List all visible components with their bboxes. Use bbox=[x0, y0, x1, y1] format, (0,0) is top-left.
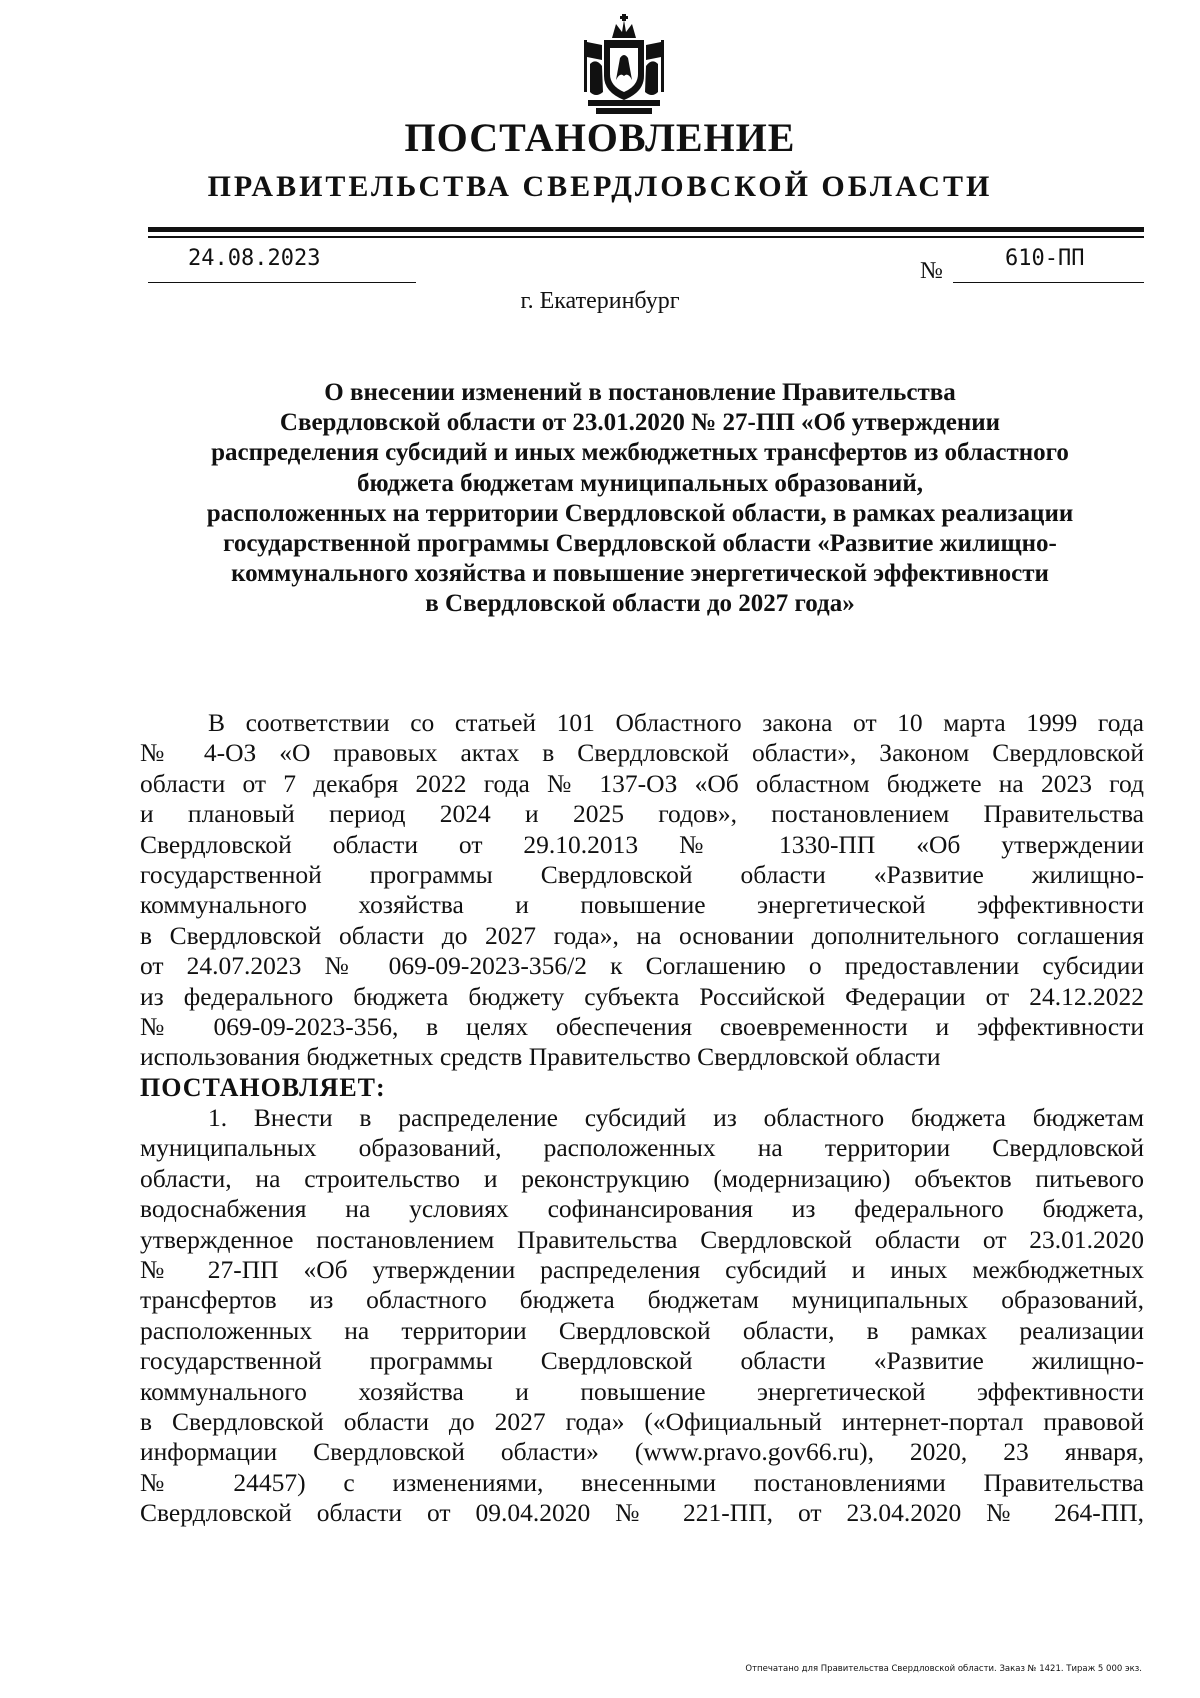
item1-line: области, на строительство и реконструкцию (модернизацию) объектов питьевого bbox=[140, 1163, 1144, 1193]
preamble-line: в Свердловской области до 2027 года», на основании дополнительного соглашения bbox=[140, 920, 1144, 950]
preamble-line: из федерального бюджета бюджету субъекта Российской Федерации от 24.12.2022 bbox=[140, 981, 1144, 1011]
item1-line: водоснабжения на условиях софинансирования из федерального бюджета, bbox=[140, 1194, 1144, 1224]
preamble-line: В соответствии со статьей 101 Областного закона от 10 марта 1999 года bbox=[208, 708, 1144, 737]
preamble-line: № 069-09-2023-356, в целях обеспечения своевременности и эффективности bbox=[140, 1011, 1144, 1041]
document-city: г. Екатеринбург bbox=[520, 288, 680, 314]
preamble-line: от 24.07.2023 № 069-09-2023-356/2 к Соглашению о предоставлении субсидии bbox=[140, 951, 1144, 981]
item1-line: муниципальных образований, расположенных на территории Свердловской bbox=[140, 1133, 1144, 1163]
document-body bbox=[140, 708, 1144, 1529]
item1-line: № 24457) с изменениями, внесенными постановлениями Правительства bbox=[140, 1467, 1144, 1497]
item1-line: Свердловской области от 09.04.2020 № 221-ПП, от 23.04.2020 № 264-ПП, bbox=[140, 1498, 1144, 1528]
item1-line: государственной программы Свердловской области «Развитие жилищно- bbox=[140, 1346, 1144, 1376]
heading-line: государственной программы Свердловской области «Развитие жилищно- bbox=[223, 530, 1057, 558]
document-number: 610-ПП bbox=[1005, 246, 1085, 271]
heading-line: коммунального хозяйства и повышение энергетической эффективности bbox=[231, 560, 1049, 588]
preamble-line: государственной программы Свердловской области «Развитие жилищно- bbox=[140, 859, 1144, 889]
preamble-line: № 4-ОЗ «О правовых актах в Свердловской области», Законом Свердловской bbox=[140, 738, 1144, 768]
item1-line: информации Свердловской области» (www.pravo.gov66.ru), 2020, 23 января, bbox=[140, 1437, 1144, 1467]
item1-line: трансфертов из областного бюджета бюджетам муниципальных образований, bbox=[140, 1285, 1144, 1315]
item1-line: в Свердловской области до 2027 года» («Официальный интернет-портал правовой bbox=[140, 1406, 1144, 1436]
coat-of-arms-icon bbox=[576, 14, 672, 118]
preamble-line: Свердловской области от 29.10.2013 № 1330-ПП «Об утверждении bbox=[140, 829, 1144, 859]
document-date: 24.08.2023 bbox=[188, 246, 321, 271]
heading-line: Свердловской области от 23.01.2020 № 27-ПП «Об утверждении bbox=[279, 409, 1001, 437]
header-rule-thin bbox=[148, 236, 1144, 238]
item1-line: 1. Внести в распределение субсидий из областного бюджета бюджетам bbox=[208, 1103, 1144, 1133]
heading-line: расположенных на территории Свердловской области, в рамках реализации bbox=[206, 499, 1074, 527]
item1-line: коммунального хозяйства и повышение энергетической эффективности bbox=[140, 1376, 1144, 1406]
item1-line: № 27-ПП «Об утверждении распределения субсидий и иных межбюджетных bbox=[140, 1255, 1144, 1285]
date-underline bbox=[148, 282, 416, 283]
preamble-line: коммунального хозяйства и повышение энергетической эффективности bbox=[140, 890, 1144, 920]
preamble-line: области от 7 декабря 2022 года № 137-ОЗ «Об областном бюджете на 2023 год bbox=[140, 768, 1144, 798]
number-underline bbox=[953, 282, 1144, 283]
number-sign: № bbox=[920, 258, 943, 284]
heading-line: распределения субсидий и иных межбюджетных трансфертов из областного bbox=[211, 439, 1069, 467]
print-footer: Отпечатано для Правительства Свердловской области. Заказ № 1421. Тираж 5 000 экз. bbox=[745, 1664, 1142, 1674]
decree-keyword: ПОСТАНОВЛЯЕТ: bbox=[140, 1072, 386, 1102]
preamble-line: использования бюджетных средств Правительство Свердловской области bbox=[140, 1042, 941, 1072]
header-rule-thick bbox=[148, 227, 1144, 232]
item1-line: утвержденное постановлением Правительства Свердловской области от 23.01.2020 bbox=[140, 1224, 1144, 1254]
issuing-authority: ПРАВИТЕЛЬСТВА СВЕРДЛОВСКОЙ ОБЛАСТИ bbox=[207, 170, 993, 203]
preamble-line: и плановый период 2024 и 2025 годов», постановлением Правительства bbox=[140, 799, 1144, 829]
heading-line: О внесении изменений в постановление Правительства bbox=[324, 379, 956, 406]
document-heading bbox=[140, 378, 1140, 620]
document-type-title: ПОСТАНОВЛЕНИЕ bbox=[404, 115, 796, 160]
item1-line: расположенных на территории Свердловской области, в рамках реализации bbox=[140, 1315, 1144, 1345]
heading-line: в Свердловской области до 2027 года» bbox=[425, 590, 855, 618]
heading-line: бюджета бюджетам муниципальных образований, bbox=[357, 469, 923, 497]
